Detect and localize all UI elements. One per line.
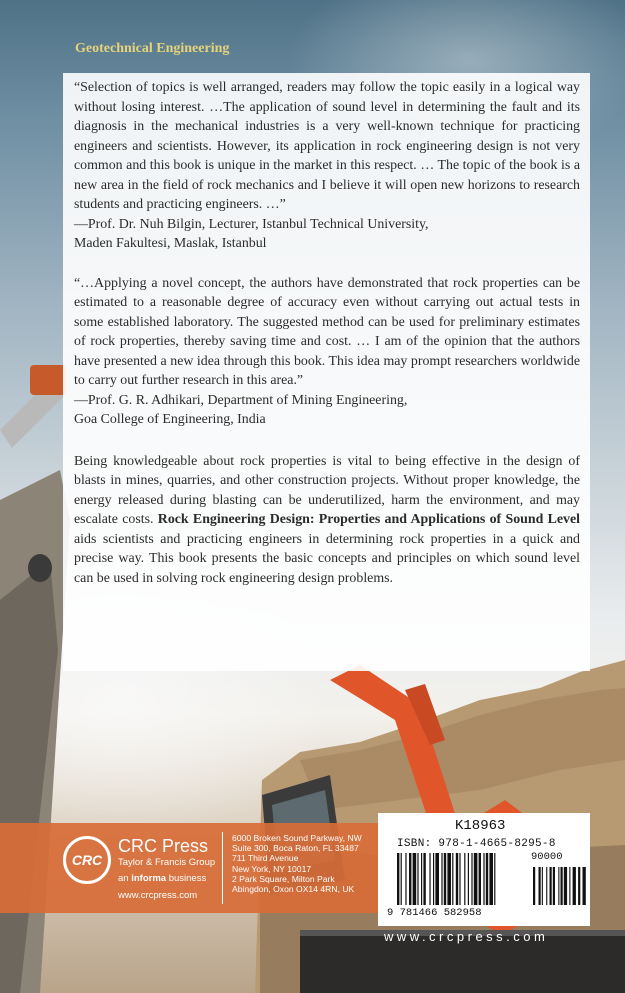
publisher-group: Taylor & Francis Group [118, 857, 216, 868]
barcode-icon [397, 853, 587, 907]
review-text-panel [63, 73, 590, 671]
description-part-2: aids scientists and practicing engineers in determining rock properties in a quick and precise way. This book presents the basic concepts and principles on which sound level can be used in solving rock engineering design problems. [74, 531, 580, 586]
address-line: 6000 Broken Sound Parkway, NW [232, 833, 362, 843]
isbn-text: ISBN: 978-1-4665-8295-8 [397, 838, 556, 850]
quote-2-attribution-line-1: —Prof. G. R. Adhikari, Department of Mining Engineering, [74, 392, 408, 408]
crc-logo-icon: CRC [63, 836, 111, 884]
publisher-divider [222, 832, 223, 904]
quote-1-attribution-line-1: —Prof. Dr. Nuh Bilgin, Lecturer, Istanbul Technical University, [74, 216, 429, 232]
review-quote-2: “…Applying a novel concept, the authors have demonstrated that rock properties can be estimated to a reasonable degree of accuracy even without carrying out actual tests in some established laboratory. The suggested method can be used for preliminary estimates of rock properties, thereby saving time and cost. … I am of the opinion that the authors have presented a new idea through this book. This idea may prompt researchers worldwide to carry out further research in this area.” [74, 275, 580, 388]
address-line: Suite 300, Boca Raton, FL 33487 [232, 843, 359, 854]
quote-1-attribution-line-2: Maden Fakultesi, Maslak, Istanbul [74, 236, 267, 251]
publisher-url: www.crcpress.com [118, 890, 198, 901]
book-description [74, 452, 580, 589]
address-line: 711 Third Avenue [232, 853, 299, 864]
website-url: www.crcpress.com [384, 929, 549, 944]
barcode-number: 9 781466 582958 [387, 907, 482, 919]
book-title: Rock Engineering Design: Properties and Applications of Sound Level [157, 512, 580, 527]
catalog-number: K18963 [455, 818, 506, 834]
address-line: New York, NY 10017 [232, 863, 312, 874]
series-title: Geotechnical Engineering [75, 41, 230, 56]
publisher-name: CRC Press [118, 836, 209, 856]
publisher-address [232, 833, 362, 894]
drill-joint [30, 365, 66, 395]
address-line: 2 Park Square, Milton Park [232, 873, 335, 884]
publisher-informa: an informa business [118, 873, 207, 884]
description-part-1: Being knowledgeable about rock properties is vital to being effective in the design of blasts in mines, quarries, and other construction projects. Without proper knowledge, the energy released during blasting can be underutilized, harm the environment, and may escalate costs. [74, 453, 580, 527]
review-quote-1: “Selection of topics is well arranged, readers may follow the topic easily in a logical way without losing interest. …The application of sound level in determining the fault and its diagnosis in the mechanical industries is a very well-known technique for practicing engineers and scientists. However, its application in rock engineering design is not very common and this book is unique in the market in this respect. … The topic of the book is a new area in the field of rock mechanics and I believe it will open new horizons to research students and practicing engineers. …” [74, 80, 580, 212]
quote-2-attribution-line-2: Goa College of Engineering, India [74, 412, 266, 427]
address-line: Abingdon, Oxon OX14 4RN, UK [232, 884, 355, 895]
price-addon: 90000 [531, 851, 563, 863]
drill-gear [28, 554, 52, 582]
